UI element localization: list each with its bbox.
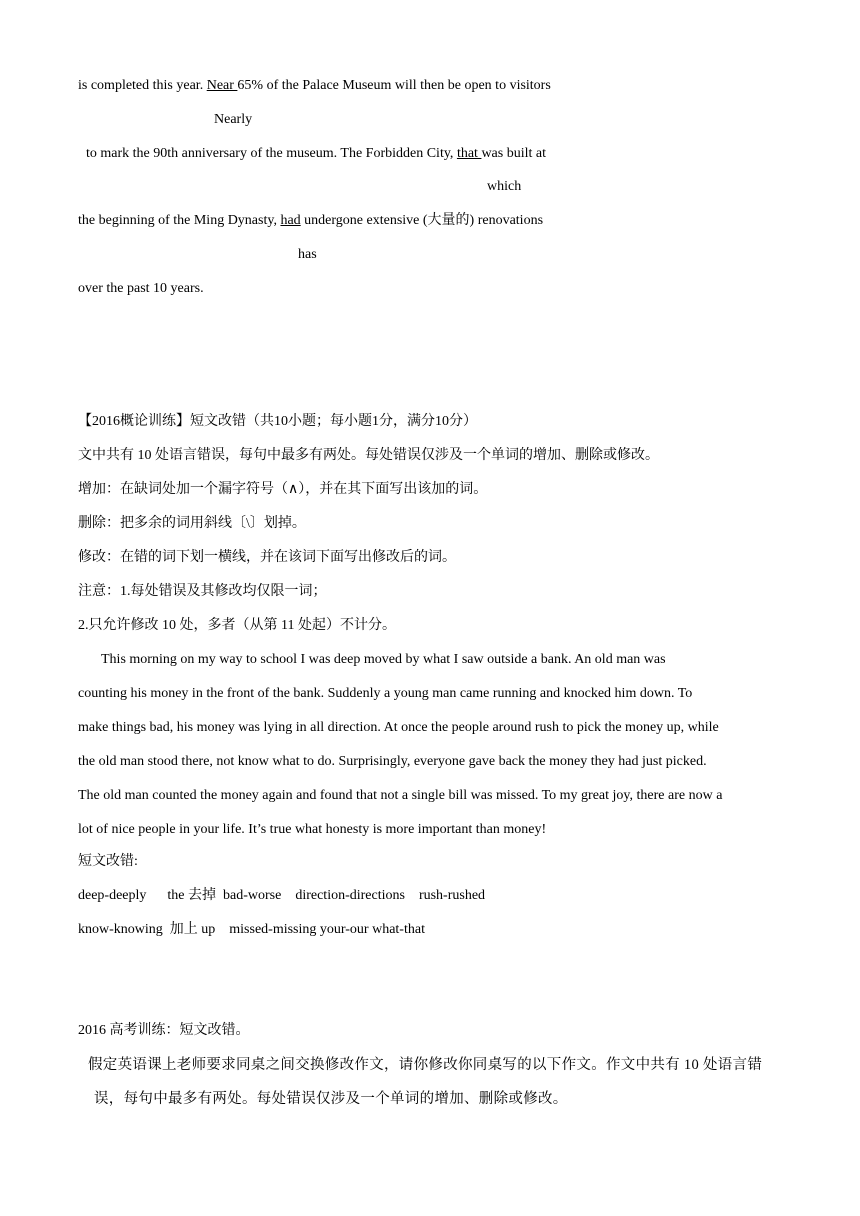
passage-line-3: [78, 212, 543, 230]
instruction-line: 2.只允许修改 10 处，多者（从第 11 处起）不计分。: [78, 618, 396, 633]
underlined-error-word: that: [456, 146, 482, 161]
essay-line: counting his money in the front of the bank. Suddenly a young man came running and knocked him down. To: [78, 686, 693, 701]
underlined-error-word: Near: [206, 78, 238, 93]
text: to mark the 90th anniversary of the museum. The Forbidden City,: [86, 146, 457, 161]
passage-line-4: over the past 10 years.: [78, 281, 204, 296]
essay-line: lot of nice people in your life. It’s true what honesty is more important than money!: [78, 822, 547, 837]
text: was built at: [481, 146, 546, 161]
answer-line: deep-deeply the 去掉 bad-worse direction-directions rush-rushed: [78, 888, 486, 903]
section-heading: 【2016概论训练】短文改错（共10小题；每小题1分，满分10分）: [78, 414, 477, 429]
text: undergone extensive (大量的) renovations: [300, 213, 544, 228]
section-heading: 2016 高考训练：短文改错。: [78, 1023, 250, 1038]
correction-3: has: [298, 247, 317, 262]
essay-line: This morning on my way to school I was deep moved by what I saw outside a bank. An old man was: [101, 652, 666, 667]
underlined-error-word: had: [280, 213, 301, 228]
paragraph-line: 误，每句中最多有两处。每处错误仅涉及一个单词的增加、删除或修改。: [94, 1091, 568, 1107]
essay-line: The old man counted the money again and found that not a single bill was missed. To my great joy, there are now a: [78, 788, 723, 803]
text: is completed this year.: [78, 78, 207, 93]
instruction-line: 删除：把多余的词用斜线〔\〕划掉。: [78, 516, 306, 531]
instruction-line: 文中共有 10 处语言错误，每句中最多有两处。每处错误仅涉及一个单词的增加、删除或修改。: [78, 448, 659, 463]
essay-line: the old man stood there, not know what to do. Surprisingly, everyone gave back the money they had just picked.: [78, 754, 707, 769]
paragraph-line: 假定英语课上老师要求同桌之间交换修改作文，请你修改你同桌写的以下作文。作文中共有 10 处语言错: [88, 1057, 763, 1073]
correction-2: which: [487, 179, 522, 194]
text: the beginning of the Ming Dynasty,: [78, 213, 281, 228]
instruction-line: 增加：在缺词处加一个漏字符号（∧），并在其下面写出该加的词。: [78, 482, 488, 497]
passage-line-1: [78, 77, 551, 95]
answer-title: 短文改错:: [78, 854, 138, 869]
text: 65% of the Palace Museum will then be open to visitors: [237, 78, 551, 93]
essay-line: make things bad, his money was lying in all direction. At once the people around rush to pick the money up, while: [78, 720, 719, 735]
passage-line-2: [86, 145, 546, 163]
answer-line: know-knowing 加上 up missed-missing your-our what-that: [78, 922, 425, 937]
correction-1: Nearly: [214, 112, 253, 127]
instruction-line: 修改：在错的词下划一横线，并在该词下面写出修改后的词。: [78, 550, 456, 565]
instruction-line: 注意：1.每处错误及其修改均仅限一词；: [78, 584, 327, 599]
